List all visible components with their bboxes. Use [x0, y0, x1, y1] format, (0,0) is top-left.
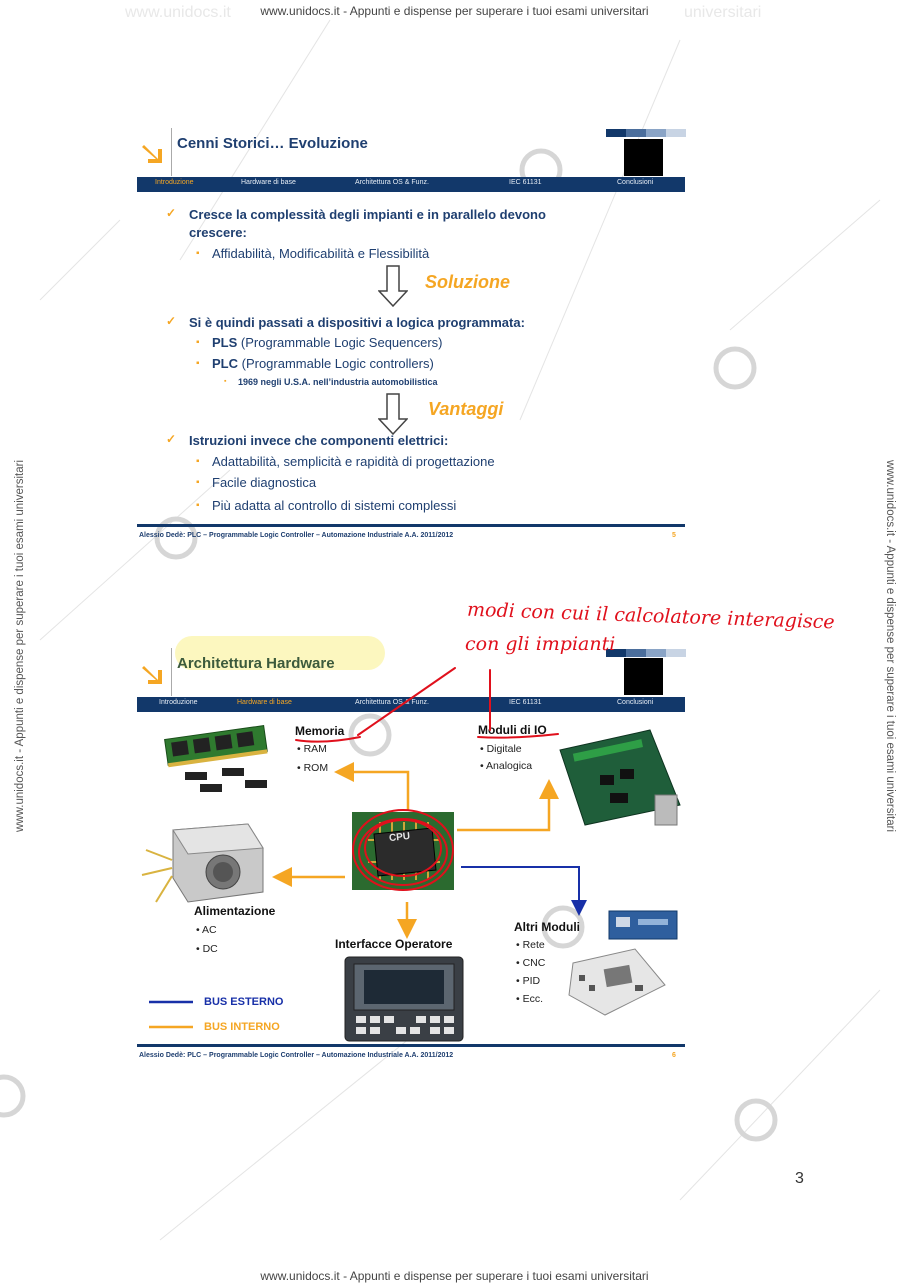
solution-label: Soluzione [425, 272, 510, 292]
arrow-logo-icon [142, 141, 166, 165]
bullet-square-icon: ▪ [196, 456, 200, 467]
power-ac: • AC [196, 924, 217, 936]
other-etc: • Ecc. [516, 993, 544, 1005]
memory-rom: • ROM [297, 762, 329, 774]
nav-item-iec: IEC 61131 [509, 699, 542, 706]
controller-module-image [565, 945, 670, 1020]
other-network: • Rete [516, 939, 545, 951]
advantages-label: Vantaggi [428, 399, 504, 419]
ghost-watermark-right: universitari [684, 4, 762, 21]
header-decoration [606, 129, 686, 137]
check-icon: ✓ [166, 314, 177, 328]
handwritten-strokes [290, 640, 610, 900]
slide-1-footer-line [137, 524, 685, 527]
nav-item-conclusions: Conclusioni [617, 699, 654, 706]
bullet-instructions: Istruzioni invece che componenti elettrici: [189, 433, 449, 448]
bullet-small-icon: ▪ [224, 378, 227, 385]
faint-logo-icon [716, 349, 754, 387]
network-module-image [608, 909, 678, 941]
nav-item-intro: Introduzione [155, 179, 194, 186]
faint-logo-icon [0, 1077, 23, 1115]
down-arrow-icon [378, 265, 408, 307]
arrow-logo-icon [142, 662, 166, 686]
sub-diagnostics: Facile diagnostica [212, 475, 317, 490]
page-number: 3 [795, 1170, 804, 1187]
other-cnc: • CNC [516, 957, 546, 969]
nav-item-architecture: Architettura OS & Funz. [355, 179, 429, 186]
power-dc: • DC [196, 943, 218, 955]
sub-pls: PLS (Programmable Logic Sequencers) [212, 335, 443, 350]
slide-2-page-number: 6 [672, 1052, 676, 1059]
slide-1-footer: Alessio Dedè: PLC – Programmable Logic Controller – Automazione Industriale A.A. 2011/2012 [139, 532, 454, 539]
nav-item-hardware: Hardware di base [237, 699, 292, 706]
watermark-right: www.unidocs.it - Appunti e dispense per superare i tuoi esami universitari [884, 459, 896, 833]
memory-label: Memoria [295, 724, 345, 738]
memory-ram: • RAM [297, 743, 327, 755]
bullet-square-icon: ▪ [196, 358, 200, 369]
nav-item-intro: Introduzione [159, 699, 198, 706]
ram-modules-image [160, 720, 285, 798]
nav-item-architecture: Architettura OS & Funz. [355, 699, 429, 706]
legend-external-bus: BUS ESTERNO [204, 996, 284, 1008]
sub-complex-systems: Più adatta al controllo di sistemi complessi [212, 498, 457, 513]
slide-1-title: Cenni Storici… Evoluzione [177, 135, 368, 152]
io-analog: • Analogica [480, 760, 533, 772]
slide-2-footer: Alessio Dedè: PLC – Programmable Logic Controller – Automazione Industriale A.A. 2011/2012 [139, 1052, 454, 1059]
sub-plc: PLC (Programmable Logic controllers) [212, 356, 434, 371]
nav-item-iec: IEC 61131 [509, 179, 542, 186]
check-icon: ✓ [166, 432, 177, 446]
down-arrow-icon [378, 393, 408, 435]
other-modules-label: Altri Moduli [514, 920, 580, 934]
operator-interface-label: Interfacce Operatore [335, 937, 453, 951]
bullet-square-icon: ▪ [196, 500, 200, 511]
handwritten-note-line2: con gli impianti [465, 633, 616, 655]
slide-1-nav [137, 177, 685, 192]
sub-reliability: Affidabilità, Modificabilità e Flessibilità [212, 246, 430, 261]
bullet-complexity-cont: crescere: [189, 225, 247, 240]
power-supply-image [138, 820, 268, 910]
nav-item-hardware: Hardware di base [241, 179, 296, 186]
slide-1-page-number: 5 [672, 532, 676, 539]
bullet-complexity: Cresce la complessità degli impianti e in parallelo devono [189, 207, 546, 222]
power-label: Alimentazione [194, 904, 276, 918]
sub-adaptability: Adattabilità, semplicità e rapidità di progettazione [212, 454, 495, 469]
bullet-square-icon: ▪ [196, 248, 200, 259]
nav-item-conclusions: Conclusioni [617, 179, 654, 186]
handwritten-note-line1: modi con cui il calcolatore interagisce [466, 598, 836, 634]
bullet-programmable: Si è quindi passati a dispositivi a logica programmata: [189, 315, 525, 330]
black-box [624, 658, 663, 695]
check-icon: ✓ [166, 206, 177, 220]
other-pid: • PID [516, 975, 541, 987]
io-digital: • Digitale [480, 743, 522, 755]
header-decoration [606, 649, 686, 657]
slide-2-title: Architettura Hardware [177, 655, 335, 672]
bullet-square-icon: ▪ [196, 477, 200, 488]
black-box [624, 139, 663, 176]
io-label: Moduli di IO [478, 723, 547, 737]
watermark-bottom: www.unidocs.it - Appunti e dispense per superare i tuoi esami universitari [260, 1269, 649, 1283]
watermark-top: www.unidocs.it - Appunti e dispense per superare i tuoi esami universitari [260, 4, 649, 18]
legend-internal-bus: BUS INTERNO [204, 1021, 280, 1033]
operator-panel-image [344, 956, 464, 1042]
cpu-label: CPU [388, 830, 411, 845]
ghost-watermark-left: www.unidocs.it [125, 4, 231, 21]
watermark-left: www.unidocs.it - Appunti e dispense per superare i tuoi esami universitari [14, 459, 26, 833]
sub-1969: 1969 negli U.S.A. nell’industria automobilistica [238, 377, 438, 387]
slide-2-footer-line [137, 1044, 685, 1047]
bullet-square-icon: ▪ [196, 337, 200, 348]
